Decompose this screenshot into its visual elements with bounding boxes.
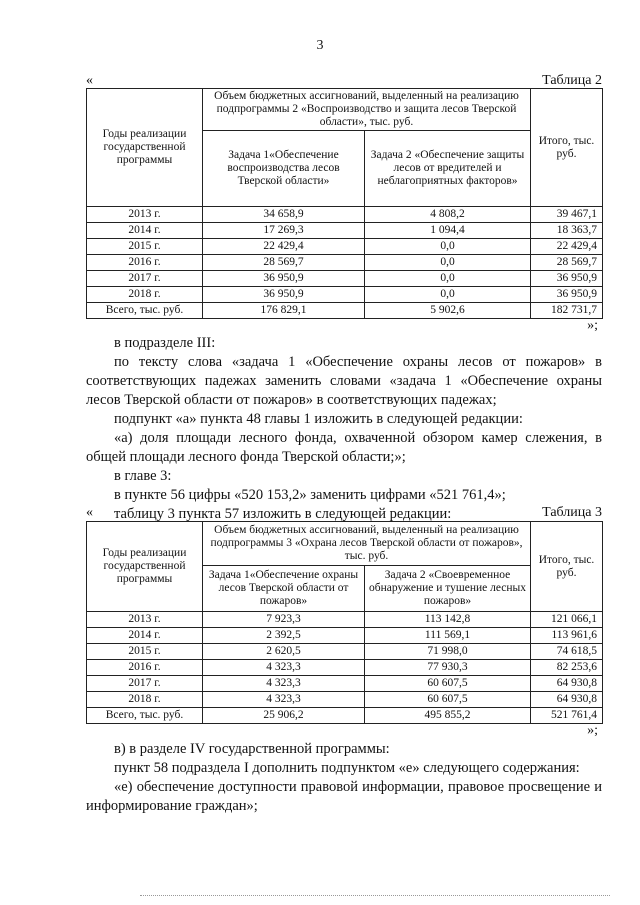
- cell-total: 36 950,9: [531, 287, 603, 303]
- table2-header-task2: Задача 2 «Обеспечение защиты лесов от вредителей и неблагоприятных факторов»: [365, 131, 531, 207]
- table2-body: [87, 207, 603, 319]
- table-row: [87, 692, 603, 708]
- cell-task1: 2 620,5: [203, 644, 365, 660]
- cell-year: 2016 г.: [87, 255, 203, 271]
- cell-task1: 176 829,1: [203, 303, 365, 319]
- cell-total: 182 731,7: [531, 303, 603, 319]
- page-number: 3: [316, 38, 324, 53]
- cell-task2: 495 855,2: [365, 708, 531, 724]
- cell-total: 113 961,6: [531, 628, 603, 644]
- table-row: [87, 612, 603, 628]
- table-row: [87, 287, 603, 303]
- cell-total: 82 253,6: [531, 660, 603, 676]
- paragraph: в пункте 56 цифры «520 153,2» заменить цифрами «521 761,4»;: [114, 487, 506, 503]
- table2-title: Таблица 2: [542, 73, 602, 88]
- cell-task2: 113 142,8: [365, 612, 531, 628]
- cell-task1: 36 950,9: [203, 271, 365, 287]
- cell-year: 2015 г.: [87, 239, 203, 255]
- cell-task1: 28 569,7: [203, 255, 365, 271]
- cell-task2: 0,0: [365, 255, 531, 271]
- table2-header-years: Годы реализации государственной программы: [87, 89, 203, 207]
- table-row: [87, 628, 603, 644]
- cell-year: Всего, тыс. руб.: [87, 708, 203, 724]
- cell-year: 2014 г.: [87, 223, 203, 239]
- cell-task1: 22 429,4: [203, 239, 365, 255]
- cell-year: 2015 г.: [87, 644, 203, 660]
- cell-task1: 25 906,2: [203, 708, 365, 724]
- table3-header-volume: Объем бюджетных ассигнований, выделенный на реализацию подпрограммы 3 «Охрана лесов Тверской области от пожаров», тыс. руб.: [203, 522, 531, 566]
- cell-year: 2018 г.: [87, 692, 203, 708]
- cell-task1: 4 323,3: [203, 676, 365, 692]
- paragraph: «е) обеспечение доступности правовой информации, правовое просвещение и информирование граждан»;: [86, 779, 602, 814]
- bottom-divider: [140, 895, 610, 896]
- table-row: [87, 239, 603, 255]
- cell-task1: 4 323,3: [203, 692, 365, 708]
- table3-header-row: [87, 522, 603, 566]
- cell-task1: 7 923,3: [203, 612, 365, 628]
- cell-year: 2016 г.: [87, 660, 203, 676]
- table-row: [87, 644, 603, 660]
- cell-task1: 2 392,5: [203, 628, 365, 644]
- cell-year: 2018 г.: [87, 287, 203, 303]
- table2-header-total: Итого, тыс. руб.: [531, 89, 603, 207]
- cell-year: 2013 г.: [87, 612, 203, 628]
- paragraph: подпункт «а» пункта 48 главы 1 изложить в следующей редакции:: [114, 411, 523, 427]
- cell-year: 2017 г.: [87, 676, 203, 692]
- table2: [86, 88, 603, 319]
- table3-close-quote: »;: [587, 723, 598, 738]
- bottom-text: [86, 740, 602, 816]
- paragraph: по тексту слова «задача 1 «Обеспечение охраны лесов от пожаров» в соответствующих падежах заменить словами «задача 1 «Обеспечение охраны лесов Тверской области от пожаров» в соответствующих падежах;: [86, 354, 602, 408]
- cell-task2: 5 902,6: [365, 303, 531, 319]
- cell-task2: 1 094,4: [365, 223, 531, 239]
- cell-year: 2014 г.: [87, 628, 203, 644]
- cell-task2: 0,0: [365, 239, 531, 255]
- paragraph: пункт 58 подраздела I дополнить подпунктом «е» следующего содержания:: [114, 760, 580, 776]
- cell-total: 521 761,4: [531, 708, 603, 724]
- cell-task2: 4 808,2: [365, 207, 531, 223]
- cell-task2: 71 998,0: [365, 644, 531, 660]
- table2-header-task1: Задача 1«Обеспечение воспроизводства лесов Тверской области»: [203, 131, 365, 207]
- cell-year: 2013 г.: [87, 207, 203, 223]
- cell-total: 64 930,8: [531, 676, 603, 692]
- table3-open-quote: «: [86, 505, 93, 520]
- cell-task2: 60 607,5: [365, 676, 531, 692]
- table3: [86, 521, 603, 724]
- table-row: [87, 660, 603, 676]
- paragraph: в подразделе III:: [114, 335, 216, 351]
- table2-open-quote: «: [86, 73, 93, 88]
- table2-header-volume: Объем бюджетных ассигнований, выделенный на реализацию подпрограммы 2 «Воспроизводство и защита лесов Тверской области», тыс. руб.: [203, 89, 531, 131]
- table3-header-years: Годы реализации государственной программы: [87, 522, 203, 612]
- cell-task2: 0,0: [365, 271, 531, 287]
- cell-task1: 17 269,3: [203, 223, 365, 239]
- table-row: [87, 223, 603, 239]
- table-row: [87, 708, 603, 724]
- cell-task1: 34 658,9: [203, 207, 365, 223]
- table-row: [87, 271, 603, 287]
- cell-task1: 4 323,3: [203, 660, 365, 676]
- cell-total: 28 569,7: [531, 255, 603, 271]
- paragraph: в главе 3:: [114, 468, 172, 484]
- table3-header-task1: Задача 1«Обеспечение охраны лесов Тверской области от пожаров»: [203, 566, 365, 612]
- cell-year: Всего, тыс. руб.: [87, 303, 203, 319]
- paragraph: «а) доля площади лесного фонда, охваченной обзором камер слежения, в общей площади лесного фонда Тверской области;»;: [86, 430, 602, 465]
- cell-total: 64 930,8: [531, 692, 603, 708]
- table3-header-task2: Задача 2 «Своевременное обнаружение и тушение лесных пожаров»: [365, 566, 531, 612]
- cell-task2: 60 607,5: [365, 692, 531, 708]
- cell-total: 121 066,1: [531, 612, 603, 628]
- cell-task2: 77 930,3: [365, 660, 531, 676]
- cell-task1: 36 950,9: [203, 287, 365, 303]
- table-row: [87, 207, 603, 223]
- table-row: [87, 676, 603, 692]
- cell-total: 74 618,5: [531, 644, 603, 660]
- table3-header-total: Итого, тыс. руб.: [531, 522, 603, 612]
- cell-total: 36 950,9: [531, 271, 603, 287]
- table3-title: Таблица 3: [542, 505, 602, 520]
- table2-close-quote: »;: [587, 318, 598, 333]
- cell-total: 18 363,7: [531, 223, 603, 239]
- table2-header-row: [87, 89, 603, 131]
- cell-year: 2017 г.: [87, 271, 203, 287]
- paragraph: таблицу 3 пункта 57 изложить в следующей редакции:: [114, 506, 452, 522]
- table-row: [87, 255, 603, 271]
- cell-total: 39 467,1: [531, 207, 603, 223]
- middle-text: [86, 334, 602, 524]
- paragraph: в) в разделе IV государственной программы:: [114, 741, 390, 757]
- table-row: [87, 303, 603, 319]
- cell-task2: 111 569,1: [365, 628, 531, 644]
- table3-body: [87, 612, 603, 724]
- cell-total: 22 429,4: [531, 239, 603, 255]
- cell-task2: 0,0: [365, 287, 531, 303]
